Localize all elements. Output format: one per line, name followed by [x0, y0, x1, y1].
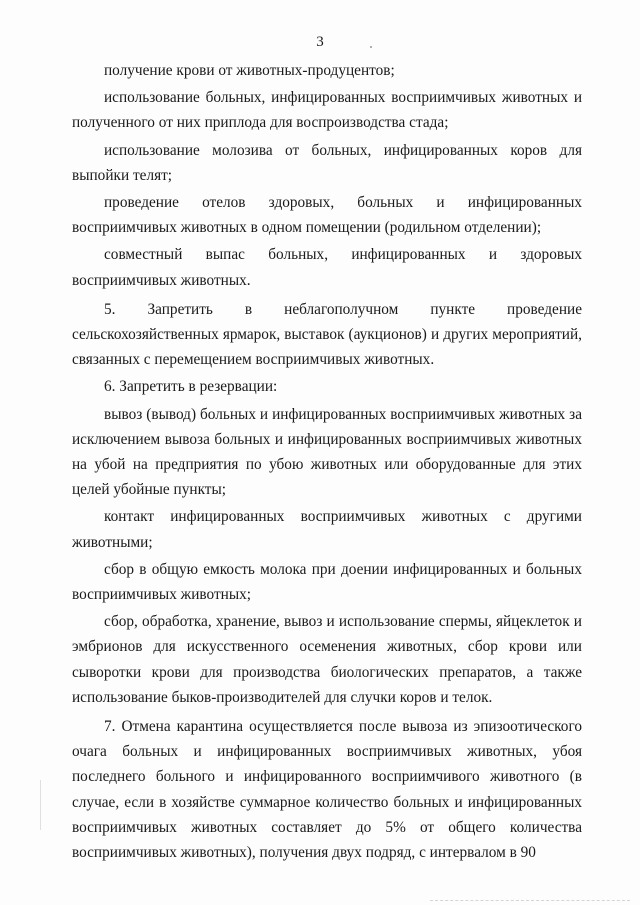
- paragraph-10: сбор в общую емкость молока при доении инфицированных и больных восприимчивых животных;: [72, 560, 582, 604]
- paragraph-11: сбор, обработка, хранение, вывоз и использование спермы, яйцеклеток и эмбрионов для искусственного осеменения животных, сбор крови или сыворотки крови для производства биологических препаратов, а также использование быков-производителей для случки коров и телок.: [72, 613, 582, 706]
- scan-bottom-noise: [430, 896, 630, 901]
- paragraph-4: проведение отелов здоровых, больных и инфицированных восприимчивых животных в одном помещении (родильном отделении);: [72, 194, 582, 237]
- paragraph-item-5: 5. Запретить в неблагополучном пункте проведение сельскохозяйственных ярмарок, выставок (аукционов) и других мероприятий, связанных с перемещением восприимчивых животных.: [72, 300, 582, 369]
- paragraph-8: вывоз (вывод) больных и инфицированных восприимчивых животных за исключением вывоза больных и инфицированных восприимчивых животных на убой на предприятия по убою животных или оборудованные для этих целей убойные пункты;: [72, 405, 582, 499]
- paragraph-5: совместный выпас больных, инфицированных и здоровых восприимчивых животных.: [72, 246, 582, 289]
- scan-edge-shadow: [40, 780, 41, 830]
- scan-artifact-dot: [370, 46, 372, 48]
- paragraph-2: использование больных, инфицированных восприимчивых животных и полученного от них приплода для воспроизводства стада;: [72, 89, 582, 132]
- paragraph-item-6: 6. Запретить в резервации:: [104, 378, 278, 396]
- page-number: 3: [316, 34, 324, 50]
- paragraph-3: использование молозива от больных, инфицированных коров для выпойки телят;: [72, 141, 582, 184]
- document-body: [72, 58, 582, 865]
- paragraph-item-7: 7. Отмена карантина осуществляется после вывоза из эпизоотического очага больных и инфицированных восприимчивых животных, убоя последнего больного и инфицированного восприимчивого животного (в случае, если в хозяйстве суммарное количество больных и инфицированных восприимчивых животных составляет до 5% от общего количества восприимчивых животных), получения двух подряд, с интервалом в 90: [72, 718, 582, 862]
- paragraph-1: получение крови от животных-продуцентов;: [104, 62, 395, 79]
- paragraph-9: контакт инфицированных восприимчивых животных с другими животными;: [72, 508, 582, 551]
